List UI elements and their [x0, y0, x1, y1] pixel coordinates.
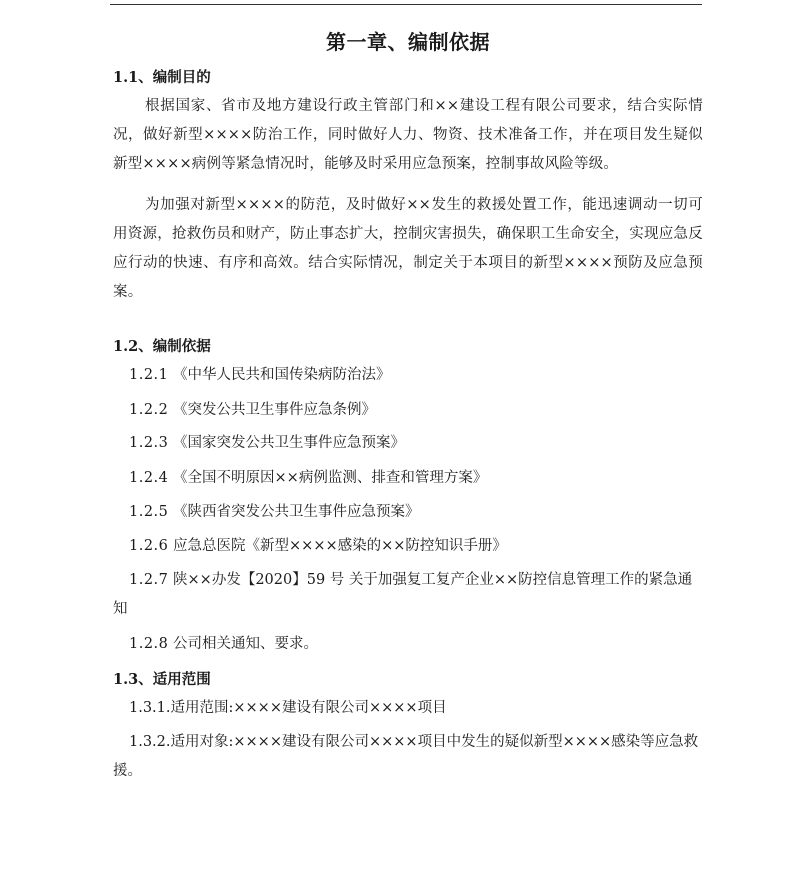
basis-item-text: 陕××办发【2020】59 号 关于加强复工复产企业××防控信息管理工作的紧急通知 — [113, 572, 693, 617]
basis-item — [129, 630, 703, 659]
section-heading-1-3: 1.3、适用范围 — [113, 671, 211, 688]
basis-item — [129, 396, 703, 425]
basis-item-text: 《陕西省突发公共卫生事件应急预案》 — [173, 504, 420, 520]
basis-item — [129, 429, 703, 458]
basis-item-number: 1.2.6 — [129, 538, 169, 554]
section-heading-1-2: 1.2、编制依据 — [113, 338, 211, 355]
basis-item-text: 应急总医院《新型××××感染的××防控知识手册》 — [173, 538, 507, 554]
basis-item-number: 1.2.8 — [129, 636, 169, 652]
paragraph-purpose-2: 为加强对新型××××的防范，及时做好××发生的救援处置工作，能迅速调动一切可用资源，抢救伤员和财产，防止事态扩大，控制灾害损失，确保职工生命安全，实现应急反应行动的快速、有序和高效。结合实际情况，制定关于本项目的新型××××预防及应急预案。 — [113, 197, 703, 300]
basis-item-text: 公司相关通知、要求。 — [173, 636, 319, 652]
section-heading-1-1: 1.1、编制目的 — [113, 69, 211, 86]
header-rule — [110, 4, 702, 5]
basis-item-number: 1.2.7 — [129, 572, 169, 588]
basis-item — [129, 361, 703, 390]
scope-item: 1.3.1.适用范围:××××建设有限公司××××项目 — [129, 700, 447, 716]
basis-item — [129, 532, 703, 561]
basis-item-text: 《全国不明原因××病例监测、排查和管理方案》 — [173, 470, 488, 486]
paragraph-purpose-1: 根据国家、省市及地方建设行政主管部门和××建设工程有限公司要求，结合实际情况，做好新型××××防治工作，同时做好人力、物资、技术准备工作，并在项目发生疑似新型××××病例等紧急情况时，能够及时采用应急预案，控制事故风险等级。 — [113, 98, 703, 172]
basis-item — [129, 498, 703, 527]
basis-item-number: 1.2.5 — [129, 504, 169, 520]
basis-item-number: 1.2.4 — [129, 470, 169, 486]
basis-item — [113, 566, 703, 624]
basis-item-number: 1.2.2 — [129, 402, 169, 418]
basis-item-number: 1.2.1 — [129, 367, 169, 383]
chapter-title: 第一章、编制依据 — [326, 30, 490, 54]
basis-item — [129, 464, 703, 493]
basis-item-text: 《突发公共卫生事件应急条例》 — [173, 402, 377, 418]
basis-item-text: 《国家突发公共卫生事件应急预案》 — [173, 435, 406, 451]
basis-item-text: 《中华人民共和国传染病防治法》 — [173, 367, 391, 383]
scope-item: 1.3.2.适用对象:××××建设有限公司××××项目中发生的疑似新型××××感染等应急救援。 — [113, 734, 699, 779]
basis-item-number: 1.2.3 — [129, 435, 169, 451]
